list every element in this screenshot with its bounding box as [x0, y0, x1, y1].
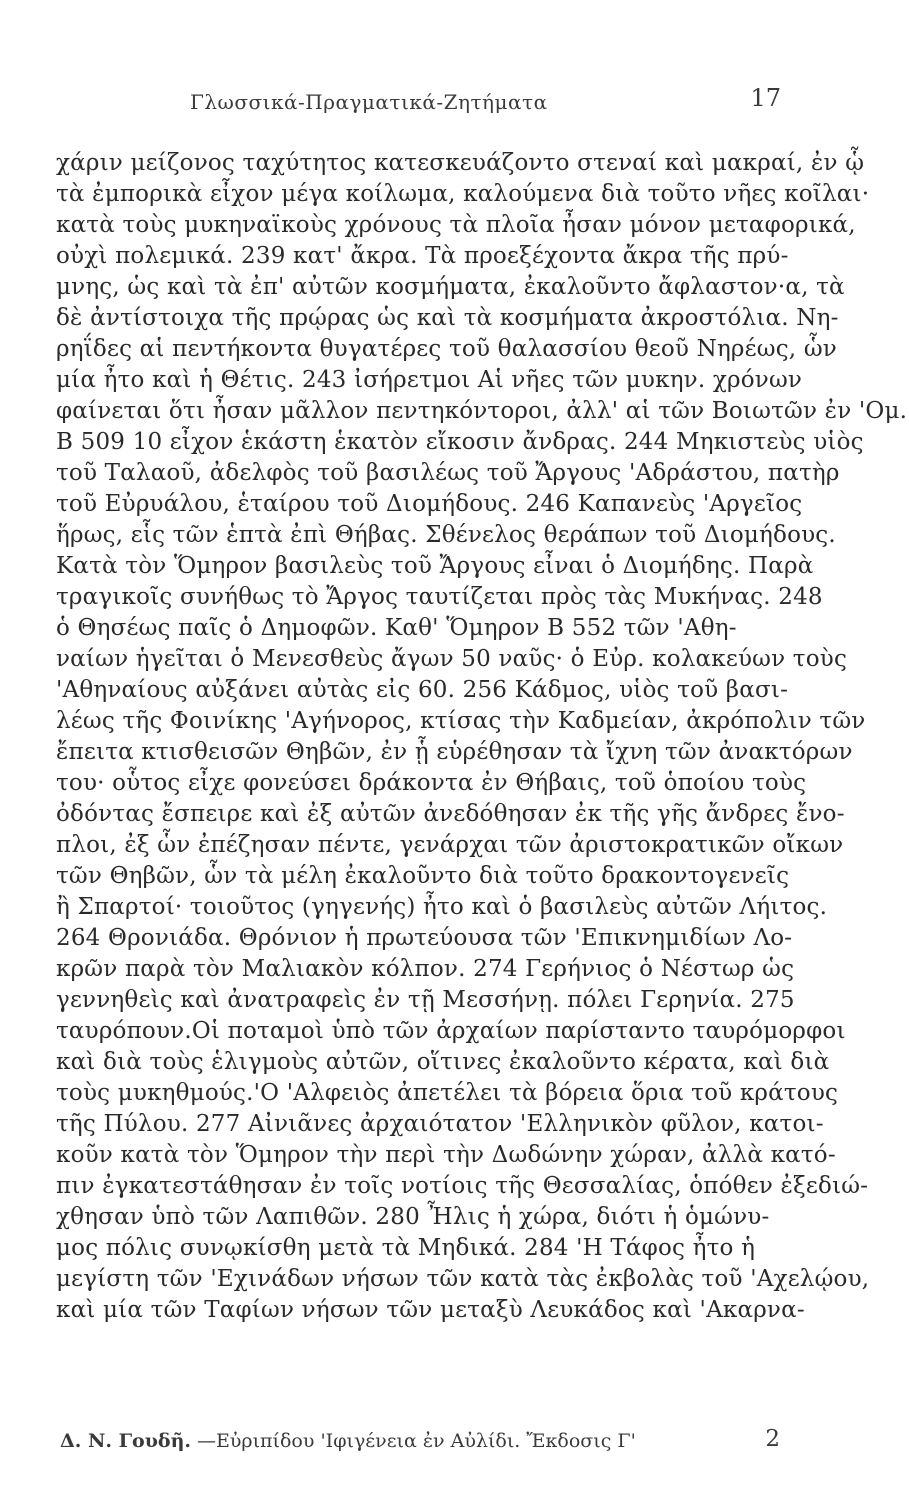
footer-book-title: —Εὐριπίδου 'Ιφιγένεια ἐν Αὐλίδι. Ἔκδοσις Γ' [197, 1430, 636, 1452]
text-line: γεννηθεὶς καὶ ἀνατραφεὶς ἐν τῇ Μεσσήνῃ. πόλει Γερηνία. 275 [56, 987, 795, 1013]
text-line: τῆς Πύλου. 277 Αἰνιᾶνες ἀρχαιότατον 'Ελληνικὸν φῦλον, κατοι- [56, 1111, 824, 1137]
text-line: κρῶν παρὰ τὸν Μαλιακὸν κόλπον. 274 Γερήνιος ὁ Νέστωρ ὡς [56, 956, 795, 982]
text-line: ὀδόντας ἔσπειρε καὶ ἐξ αὐτῶν ἀνεδόθησαν ἐκ τῆς γῆς ἄνδρες ἔνο- [56, 801, 845, 827]
text-line: καὶ διὰ τοὺς ἑλιγμοὺς αὐτῶν, οἵτινες ἐκαλοῦντο κέρατα, καὶ διὰ [56, 1049, 830, 1075]
text-line: τοὺς μυκηθμούς.'Ο 'Αλφειὸς ἀπετέλει τὰ βόρεια ὅρια τοῦ κράτους [56, 1080, 839, 1106]
sheet-number: 2 [765, 1426, 780, 1452]
text-line: τοῦ Ταλαοῦ, ἀδελφὸς τοῦ βασιλέως τοῦ Ἄργους 'Αδράστου, πατὴρ [56, 460, 840, 486]
running-title: Γλωσσικά-Πραγματικά-Ζητήματα [190, 90, 548, 114]
text-line: κατὰ τοὺς μυκηναϊκοὺς χρόνους τὰ πλοῖα ἦσαν μόνον μεταφορικά, [56, 212, 856, 238]
text-line: 'Αθηναίους αὐξάνει αὐτὰς εἰς 60. 256 Κάδμος, υἱὸς τοῦ βασι- [56, 677, 789, 703]
text-line: τοῦ Εὐρυάλου, ἑταίρου τοῦ Διομήδους. 246 Καπανεὺς 'Αργεῖος [56, 491, 803, 517]
text-line: καὶ μία τῶν Ταφίων νήσων τῶν μεταξὺ Λευκάδος καὶ 'Ακαρνα- [56, 1297, 805, 1323]
text-line: ρηΐδες αἱ πεντήκοντα θυγατέρες τοῦ θαλασσίου θεοῦ Νηρέως, ὧν [56, 336, 837, 362]
text-line: του· οὗτος εἶχε φονεύσει δράκοντα ἐν Θήβαις, τοῦ ὁποίου τοὺς [56, 770, 807, 796]
text-line: μος πόλις συνῳκίσθη μετὰ τὰ Μηδικά. 284 'Η Τάφος ἦτο ἡ [56, 1235, 756, 1261]
text-line: ἔπειτα κτισθεισῶν Θηβῶν, ἐν ᾗ εὑρέθησαν τὰ ἴχνη τῶν ἀνακτόρων [56, 739, 853, 765]
text-line: ἥρως, εἷς τῶν ἑπτὰ ἐπὶ Θήβας. Σθένελος θεράπων τοῦ Διομήδους. [56, 522, 836, 548]
text-line: μεγίστη τῶν 'Εχινάδων νήσων τῶν κατὰ τὰς ἐκβολὰς τοῦ 'Αχελῴου, [56, 1266, 870, 1292]
page-footer [60, 1426, 780, 1452]
text-line: οὐχὶ πολεμικά. 239 κατ' ἄκρα. Τὰ προεξέχοντα ἄκρα τῆς πρύ- [56, 243, 789, 269]
text-line: δὲ ἀντίστοιχα τῆς πρῴρας ὡς καὶ τὰ κοσμήματα ἀκροστόλια. Νη- [56, 305, 839, 331]
text-line: Κατὰ τὸν Ὅμηρον βασιλεὺς τοῦ Ἄργους εἶναι ὁ Διομήδης. Παρὰ [56, 553, 814, 579]
text-line: χάριν μείζονος ταχύτητος κατεσκευάζοντο στεναί καὶ μακραί, ἐν ᾧ [56, 150, 865, 176]
text-line: λέως τῆς Φοινίκης 'Αγήνορος, κτίσας τὴν Καδμείαν, ἀκρόπολιν τῶν [56, 708, 866, 734]
footer-signature: Δ. Ν. Γουδῆ. [60, 1430, 192, 1452]
text-line: τὰ ἐμπορικὰ εἶχον μέγα κοίλωμα, καλούμενα διὰ τοῦτο νῆες κοῖλαι· [56, 181, 870, 207]
text-line: μία ἦτο καὶ ἡ Θέτις. 243 ἰσήρετμοι Αἱ νῆες τῶν μυκην. χρόνων [56, 367, 803, 393]
text-line: Β 509 10 εἶχον ἑκάστη ἑκατὸν εἴκοσιν ἄνδρας. 244 Μηκιστεὺς υἱὸς [56, 429, 864, 455]
text-line: 264 Θρονιάδα. Θρόνιον ἡ πρωτεύουσα τῶν 'Επικνημιδίων Λο- [56, 925, 793, 951]
text-line: χθησαν ὑπὸ τῶν Λαπιθῶν. 280 Ἦλις ἡ χώρα, διότι ἡ ὁμώνυ- [56, 1204, 770, 1230]
text-line: πιν ἐγκατεστάθησαν ἐν τοῖς νοτίοις τῆς Θεσσαλίας, ὁπόθεν ἐξεδιώ- [56, 1173, 869, 1199]
body-text [56, 148, 908, 1326]
text-line: ναίων ἡγεῖται ὁ Μενεσθεὺς ἄγων 50 ναῦς· ὁ Εὐρ. κολακεύων τοὺς [56, 646, 848, 672]
text-line: τῶν Θηβῶν, ὧν τὰ μέλη ἐκαλοῦντο διὰ τοῦτο δρακοντογενεῖς [56, 863, 790, 889]
text-line: μνης, ὡς καὶ τὰ ἐπ' αὐτῶν κοσμήματα, ἐκαλοῦντο ἄφλαστον·α, τὰ [56, 274, 845, 300]
page-number: 17 [750, 84, 781, 112]
text-line: τραγικοῖς συνήθως τὸ Ἄργος ταυτίζεται πρὸς τὰς Μυκήνας. 248 [56, 584, 823, 610]
text-line: κοῦν κατὰ τὸν Ὅμηρον τὴν περὶ τὴν Δωδώνην χώραν, ἀλλὰ κατό- [56, 1142, 836, 1168]
text-line: φαίνεται ὅτι ἦσαν μᾶλλον πεντηκόντοροι, ἀλλ' αἱ τῶν Βοιωτῶν ἐν 'Ομ. [56, 398, 908, 424]
text-line: ἢ Σπαρτοί· τοιοῦτος (γηγενής) ἦτο καὶ ὁ βασιλεὺς αὐτῶν Λήιτος. [56, 894, 828, 920]
text-line: ὁ Θησέως παῖς ὁ Δημοφῶν. Καθ' Ὅμηρον Β 552 τῶν 'Αθη- [56, 615, 737, 641]
text-line: ταυρόπουν.Οἱ ποταμοὶ ὑπὸ τῶν ἀρχαίων παρίσταντο ταυρόμορφοι [56, 1018, 846, 1044]
text-line: πλοι, ἐξ ὧν ἐπέζησαν πέντε, γενάρχαι τῶν ἀριστοκρατικῶν οἴκων [56, 832, 844, 858]
